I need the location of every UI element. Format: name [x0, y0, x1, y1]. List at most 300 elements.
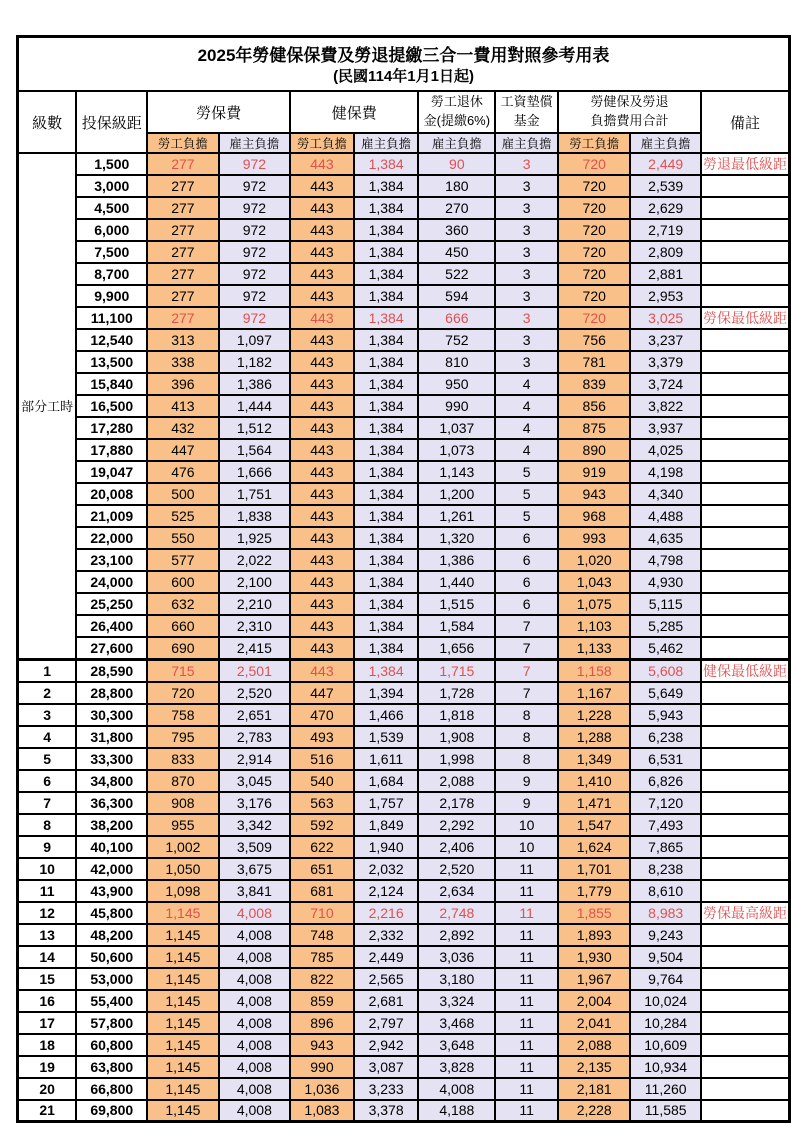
subheader-labor-employee: 勞工負擔	[147, 133, 218, 153]
level-cell: 18	[18, 1034, 77, 1056]
total-employee-cell: 1,779	[558, 880, 630, 902]
table-row	[18, 792, 790, 814]
total-employer-cell: 8,983	[630, 902, 701, 924]
health-ins-employee-cell: 443	[290, 395, 354, 417]
bracket-cell: 38,200	[76, 814, 147, 836]
total-employee-cell: 2,041	[558, 1012, 630, 1034]
remark-cell	[701, 351, 790, 373]
page-subtitle: (民國114年1月1日起)	[333, 67, 474, 85]
total-employer-cell: 7,865	[630, 836, 701, 858]
total-employee-cell: 720	[558, 285, 630, 307]
health-ins-employer-cell: 1,384	[354, 483, 419, 505]
header-health-insurance: 健保費	[290, 91, 418, 133]
total-employer-cell: 2,449	[630, 153, 701, 175]
level-cell: 4	[18, 726, 77, 748]
bracket-cell: 8,700	[76, 263, 147, 285]
header-pension	[418, 91, 495, 133]
wage-fund-employer-cell: 4	[495, 439, 558, 461]
labor-ins-employer-cell: 2,100	[219, 571, 290, 593]
level-cell: 3	[18, 704, 77, 726]
remark-cell	[701, 241, 790, 263]
table-row	[18, 241, 790, 263]
labor-ins-employee-cell: 833	[147, 748, 218, 770]
labor-ins-employee-cell: 955	[147, 814, 218, 836]
health-ins-employer-cell: 1,940	[354, 836, 419, 858]
table-row	[18, 219, 790, 241]
health-ins-employee-cell: 785	[290, 946, 354, 968]
wage-fund-employer-cell: 6	[495, 593, 558, 615]
total-employer-cell: 4,488	[630, 505, 701, 527]
pension-employer-cell: 594	[418, 285, 495, 307]
table-row	[18, 858, 790, 880]
total-employee-cell: 1,701	[558, 858, 630, 880]
health-ins-employee-cell: 443	[290, 329, 354, 351]
health-ins-employee-cell: 443	[290, 263, 354, 285]
labor-ins-employer-cell: 972	[219, 197, 290, 219]
total-employer-cell: 7,493	[630, 814, 701, 836]
wage-fund-employer-cell: 4	[495, 395, 558, 417]
health-ins-employer-cell: 1,384	[354, 417, 419, 439]
table-row	[18, 968, 790, 990]
health-ins-employee-cell: 622	[290, 836, 354, 858]
labor-ins-employer-cell: 4,008	[219, 902, 290, 924]
health-ins-employee-cell: 443	[290, 373, 354, 395]
health-ins-employee-cell: 443	[290, 505, 354, 527]
header-wage-fund	[495, 91, 558, 133]
labor-ins-employee-cell: 870	[147, 770, 218, 792]
labor-ins-employer-cell: 972	[219, 219, 290, 241]
health-ins-employer-cell: 1,384	[354, 175, 419, 197]
header-group-row	[18, 91, 790, 133]
level-cell: 17	[18, 1012, 77, 1034]
health-ins-employer-cell: 1,684	[354, 770, 419, 792]
labor-ins-employee-cell: 1,145	[147, 1012, 218, 1034]
health-ins-employer-cell: 3,233	[354, 1078, 419, 1100]
wage-fund-employer-cell: 11	[495, 968, 558, 990]
bracket-cell: 16,500	[76, 395, 147, 417]
health-ins-employer-cell: 1,384	[354, 307, 419, 329]
pension-employer-cell: 2,634	[418, 880, 495, 902]
table-row	[18, 924, 790, 946]
remark-cell	[701, 858, 790, 880]
total-employer-cell: 10,024	[630, 990, 701, 1012]
labor-ins-employer-cell: 1,386	[219, 373, 290, 395]
bracket-cell: 40,100	[76, 836, 147, 858]
health-ins-employer-cell: 1,384	[354, 659, 419, 682]
pension-employer-cell: 1,998	[418, 748, 495, 770]
wage-fund-employer-cell: 11	[495, 1034, 558, 1056]
labor-ins-employee-cell: 432	[147, 417, 218, 439]
labor-ins-employer-cell: 4,008	[219, 1100, 290, 1122]
table-row	[18, 1100, 790, 1122]
health-ins-employee-cell: 516	[290, 748, 354, 770]
pension-employer-cell: 2,892	[418, 924, 495, 946]
wage-fund-employer-cell: 4	[495, 373, 558, 395]
labor-ins-employee-cell: 720	[147, 682, 218, 704]
total-employee-cell: 720	[558, 263, 630, 285]
health-ins-employee-cell: 470	[290, 704, 354, 726]
pension-employer-cell: 950	[418, 373, 495, 395]
health-ins-employee-cell: 443	[290, 307, 354, 329]
subheader-labor-employer: 雇主負擔	[219, 133, 290, 153]
pension-employer-cell: 1,143	[418, 461, 495, 483]
wage-fund-employer-cell: 10	[495, 836, 558, 858]
health-ins-employee-cell: 748	[290, 924, 354, 946]
health-ins-employee-cell: 443	[290, 659, 354, 682]
total-employer-cell: 11,260	[630, 1078, 701, 1100]
level-cell: 2	[18, 682, 77, 704]
labor-ins-employee-cell: 413	[147, 395, 218, 417]
bracket-cell: 33,300	[76, 748, 147, 770]
total-employer-cell: 2,629	[630, 197, 701, 219]
total-employer-cell: 5,115	[630, 593, 701, 615]
wage-fund-employer-cell: 3	[495, 241, 558, 263]
bracket-cell: 19,047	[76, 461, 147, 483]
table-row	[18, 505, 790, 527]
labor-ins-employer-cell: 3,841	[219, 880, 290, 902]
total-employer-cell: 9,764	[630, 968, 701, 990]
remark-cell	[701, 1078, 790, 1100]
total-employer-cell: 5,285	[630, 615, 701, 637]
wage-fund-employer-cell: 6	[495, 571, 558, 593]
remark-cell: 勞退最低級距	[701, 153, 790, 175]
health-ins-employee-cell: 443	[290, 571, 354, 593]
total-employee-cell: 1,133	[558, 637, 630, 659]
table-row	[18, 593, 790, 615]
total-employee-cell: 781	[558, 351, 630, 373]
total-employee-cell: 1,349	[558, 748, 630, 770]
remark-cell	[701, 1012, 790, 1034]
health-ins-employee-cell: 563	[290, 792, 354, 814]
level-cell: 12	[18, 902, 77, 924]
total-employee-cell: 1,167	[558, 682, 630, 704]
remark-cell	[701, 924, 790, 946]
labor-ins-employee-cell: 277	[147, 197, 218, 219]
total-employee-cell: 968	[558, 505, 630, 527]
bracket-cell: 3,000	[76, 175, 147, 197]
pension-employer-cell: 1,515	[418, 593, 495, 615]
table-row	[18, 351, 790, 373]
bracket-cell: 53,000	[76, 968, 147, 990]
pension-employer-cell: 2,088	[418, 770, 495, 792]
total-employee-cell: 1,075	[558, 593, 630, 615]
labor-ins-employer-cell: 1,097	[219, 329, 290, 351]
health-ins-employee-cell: 681	[290, 880, 354, 902]
pension-employer-cell: 1,908	[418, 726, 495, 748]
labor-ins-employer-cell: 2,914	[219, 748, 290, 770]
remark-cell	[701, 1100, 790, 1122]
total-employee-cell: 720	[558, 153, 630, 175]
wage-fund-employer-cell: 5	[495, 505, 558, 527]
health-ins-employee-cell: 443	[290, 351, 354, 373]
labor-ins-employee-cell: 1,098	[147, 880, 218, 902]
total-employee-cell: 1,624	[558, 836, 630, 858]
wage-fund-employer-cell: 3	[495, 263, 558, 285]
labor-ins-employee-cell: 1,145	[147, 990, 218, 1012]
pension-employer-cell: 810	[418, 351, 495, 373]
remark-cell: 勞保最高級距	[701, 902, 790, 924]
bracket-cell: 60,800	[76, 1034, 147, 1056]
table-title-cell	[18, 37, 790, 92]
wage-fund-employer-cell: 11	[495, 946, 558, 968]
bracket-cell: 27,600	[76, 637, 147, 659]
labor-ins-employer-cell: 4,008	[219, 1012, 290, 1034]
labor-ins-employee-cell: 795	[147, 726, 218, 748]
title-row	[18, 37, 790, 92]
total-employer-cell: 2,953	[630, 285, 701, 307]
remark-cell	[701, 593, 790, 615]
labor-ins-employee-cell: 550	[147, 527, 218, 549]
remark-cell	[701, 615, 790, 637]
total-employer-cell: 2,539	[630, 175, 701, 197]
wage-fund-employer-cell: 7	[495, 659, 558, 682]
labor-ins-employer-cell: 3,509	[219, 836, 290, 858]
health-ins-employee-cell: 493	[290, 726, 354, 748]
header-pension-line2: 金(提繳6%)	[423, 113, 491, 128]
total-employee-cell: 720	[558, 241, 630, 263]
header-wage-fund-line1: 工資墊償	[500, 94, 553, 110]
health-ins-employee-cell: 710	[290, 902, 354, 924]
total-employer-cell: 11,585	[630, 1100, 701, 1122]
total-employee-cell: 756	[558, 329, 630, 351]
level-cell: 13	[18, 924, 77, 946]
wage-fund-employer-cell: 11	[495, 1078, 558, 1100]
remark-cell	[701, 417, 790, 439]
health-ins-employer-cell: 1,384	[354, 351, 419, 373]
health-ins-employee-cell: 443	[290, 175, 354, 197]
level-cell: 6	[18, 770, 77, 792]
health-ins-employer-cell: 3,378	[354, 1100, 419, 1122]
bracket-cell: 4,500	[76, 197, 147, 219]
health-ins-employer-cell: 1,466	[354, 704, 419, 726]
labor-ins-employer-cell: 972	[219, 307, 290, 329]
remark-cell	[701, 726, 790, 748]
bracket-cell: 50,600	[76, 946, 147, 968]
health-ins-employer-cell: 1,384	[354, 263, 419, 285]
total-employee-cell: 1,893	[558, 924, 630, 946]
remark-cell	[701, 549, 790, 571]
health-ins-employer-cell: 1,384	[354, 439, 419, 461]
header-total-line1: 勞健保及勞退	[590, 94, 669, 110]
total-employee-cell: 2,004	[558, 990, 630, 1012]
total-employer-cell: 7,120	[630, 792, 701, 814]
remark-cell: 勞保最低級距	[701, 307, 790, 329]
total-employer-cell: 4,930	[630, 571, 701, 593]
level-cell: 16	[18, 990, 77, 1012]
wage-fund-employer-cell: 11	[495, 924, 558, 946]
remark-cell	[701, 1034, 790, 1056]
labor-ins-employer-cell: 2,210	[219, 593, 290, 615]
bracket-cell: 17,280	[76, 417, 147, 439]
labor-ins-employer-cell: 1,512	[219, 417, 290, 439]
part-time-merged-cell: 部分工時	[18, 153, 77, 659]
table-row	[18, 836, 790, 858]
health-ins-employer-cell: 2,216	[354, 902, 419, 924]
health-ins-employee-cell: 540	[290, 770, 354, 792]
wage-fund-employer-cell: 7	[495, 615, 558, 637]
total-employee-cell: 1,020	[558, 549, 630, 571]
remark-cell	[701, 461, 790, 483]
remark-cell	[701, 219, 790, 241]
labor-ins-employee-cell: 715	[147, 659, 218, 682]
health-ins-employee-cell: 443	[290, 461, 354, 483]
labor-ins-employee-cell: 1,002	[147, 836, 218, 858]
labor-ins-employee-cell: 277	[147, 241, 218, 263]
wage-fund-employer-cell: 11	[495, 902, 558, 924]
remark-cell	[701, 263, 790, 285]
health-ins-employer-cell: 1,394	[354, 682, 419, 704]
labor-ins-employee-cell: 1,145	[147, 902, 218, 924]
remark-cell	[701, 329, 790, 351]
wage-fund-employer-cell: 3	[495, 351, 558, 373]
bracket-cell: 1,500	[76, 153, 147, 175]
total-employee-cell: 2,228	[558, 1100, 630, 1122]
pension-employer-cell: 1,320	[418, 527, 495, 549]
total-employer-cell: 3,025	[630, 307, 701, 329]
table-row	[18, 1034, 790, 1056]
health-ins-employer-cell: 1,384	[354, 153, 419, 175]
total-employer-cell: 6,531	[630, 748, 701, 770]
total-employee-cell: 943	[558, 483, 630, 505]
pension-employer-cell: 3,468	[418, 1012, 495, 1034]
health-ins-employer-cell: 2,681	[354, 990, 419, 1012]
total-employer-cell: 5,608	[630, 659, 701, 682]
remark-cell	[701, 968, 790, 990]
table-row	[18, 726, 790, 748]
pension-employer-cell: 270	[418, 197, 495, 219]
bracket-cell: 57,800	[76, 1012, 147, 1034]
labor-ins-employer-cell: 4,008	[219, 946, 290, 968]
pension-employer-cell: 1,728	[418, 682, 495, 704]
labor-ins-employee-cell: 277	[147, 175, 218, 197]
total-employer-cell: 10,934	[630, 1056, 701, 1078]
health-ins-employee-cell: 443	[290, 241, 354, 263]
remark-cell	[701, 175, 790, 197]
labor-ins-employer-cell: 972	[219, 153, 290, 175]
pension-employer-cell: 3,648	[418, 1034, 495, 1056]
labor-ins-employer-cell: 4,008	[219, 1034, 290, 1056]
remark-cell	[701, 836, 790, 858]
table-row	[18, 770, 790, 792]
table-row	[18, 704, 790, 726]
total-employer-cell: 4,798	[630, 549, 701, 571]
health-ins-employer-cell: 2,032	[354, 858, 419, 880]
total-employee-cell: 1,471	[558, 792, 630, 814]
labor-ins-employer-cell: 3,342	[219, 814, 290, 836]
total-employee-cell: 839	[558, 373, 630, 395]
table-row	[18, 307, 790, 329]
wage-fund-employer-cell: 9	[495, 770, 558, 792]
total-employer-cell: 6,826	[630, 770, 701, 792]
pension-employer-cell: 1,261	[418, 505, 495, 527]
wage-fund-employer-cell: 9	[495, 792, 558, 814]
wage-fund-employer-cell: 11	[495, 880, 558, 902]
wage-fund-employer-cell: 3	[495, 219, 558, 241]
labor-ins-employee-cell: 396	[147, 373, 218, 395]
wage-fund-employer-cell: 11	[495, 1012, 558, 1034]
wage-fund-employer-cell: 3	[495, 329, 558, 351]
labor-ins-employee-cell: 338	[147, 351, 218, 373]
health-ins-employer-cell: 1,384	[354, 571, 419, 593]
health-ins-employer-cell: 2,332	[354, 924, 419, 946]
total-employer-cell: 5,649	[630, 682, 701, 704]
health-ins-employee-cell: 990	[290, 1056, 354, 1078]
total-employee-cell: 1,930	[558, 946, 630, 968]
labor-ins-employee-cell: 1,145	[147, 1100, 218, 1122]
level-cell: 10	[18, 858, 77, 880]
labor-ins-employer-cell: 4,008	[219, 968, 290, 990]
health-ins-employee-cell: 592	[290, 814, 354, 836]
wage-fund-employer-cell: 5	[495, 483, 558, 505]
labor-ins-employer-cell: 2,022	[219, 549, 290, 571]
wage-fund-employer-cell: 7	[495, 637, 558, 659]
health-ins-employee-cell: 443	[290, 483, 354, 505]
bracket-cell: 63,800	[76, 1056, 147, 1078]
health-ins-employee-cell: 443	[290, 153, 354, 175]
labor-ins-employee-cell: 690	[147, 637, 218, 659]
health-ins-employer-cell: 1,384	[354, 593, 419, 615]
wage-fund-employer-cell: 11	[495, 990, 558, 1012]
remark-cell	[701, 946, 790, 968]
total-employer-cell: 9,504	[630, 946, 701, 968]
health-ins-employee-cell: 443	[290, 439, 354, 461]
pension-employer-cell: 3,180	[418, 968, 495, 990]
wage-fund-employer-cell: 8	[495, 726, 558, 748]
total-employee-cell: 1,228	[558, 704, 630, 726]
wage-fund-employer-cell: 3	[495, 153, 558, 175]
remark-cell	[701, 373, 790, 395]
health-ins-employer-cell: 1,849	[354, 814, 419, 836]
table-row	[18, 483, 790, 505]
bracket-cell: 43,900	[76, 880, 147, 902]
health-ins-employer-cell: 1,384	[354, 329, 419, 351]
bracket-cell: 45,800	[76, 902, 147, 924]
health-ins-employee-cell: 443	[290, 417, 354, 439]
health-ins-employer-cell: 2,449	[354, 946, 419, 968]
bracket-cell: 9,900	[76, 285, 147, 307]
labor-ins-employer-cell: 2,415	[219, 637, 290, 659]
wage-fund-employer-cell: 6	[495, 549, 558, 571]
remark-cell	[701, 990, 790, 1012]
total-employer-cell: 4,198	[630, 461, 701, 483]
table-row	[18, 748, 790, 770]
labor-ins-employee-cell: 632	[147, 593, 218, 615]
table-row	[18, 615, 790, 637]
health-ins-employer-cell: 1,384	[354, 549, 419, 571]
pension-employer-cell: 1,818	[418, 704, 495, 726]
total-employer-cell: 2,719	[630, 219, 701, 241]
remark-cell	[701, 527, 790, 549]
remark-cell	[701, 880, 790, 902]
total-employer-cell: 3,937	[630, 417, 701, 439]
bracket-cell: 15,840	[76, 373, 147, 395]
total-employee-cell: 890	[558, 439, 630, 461]
total-employer-cell: 4,025	[630, 439, 701, 461]
labor-ins-employer-cell: 1,751	[219, 483, 290, 505]
table-row	[18, 682, 790, 704]
bracket-cell: 24,000	[76, 571, 147, 593]
health-ins-employee-cell: 943	[290, 1034, 354, 1056]
health-ins-employee-cell: 443	[290, 549, 354, 571]
health-ins-employer-cell: 2,124	[354, 880, 419, 902]
remark-cell	[701, 483, 790, 505]
subheader-pension-employer: 雇主負擔	[418, 133, 495, 153]
health-ins-employee-cell: 443	[290, 219, 354, 241]
labor-ins-employer-cell: 2,501	[219, 659, 290, 682]
labor-ins-employee-cell: 577	[147, 549, 218, 571]
health-ins-employee-cell: 443	[290, 615, 354, 637]
table-row	[18, 439, 790, 461]
